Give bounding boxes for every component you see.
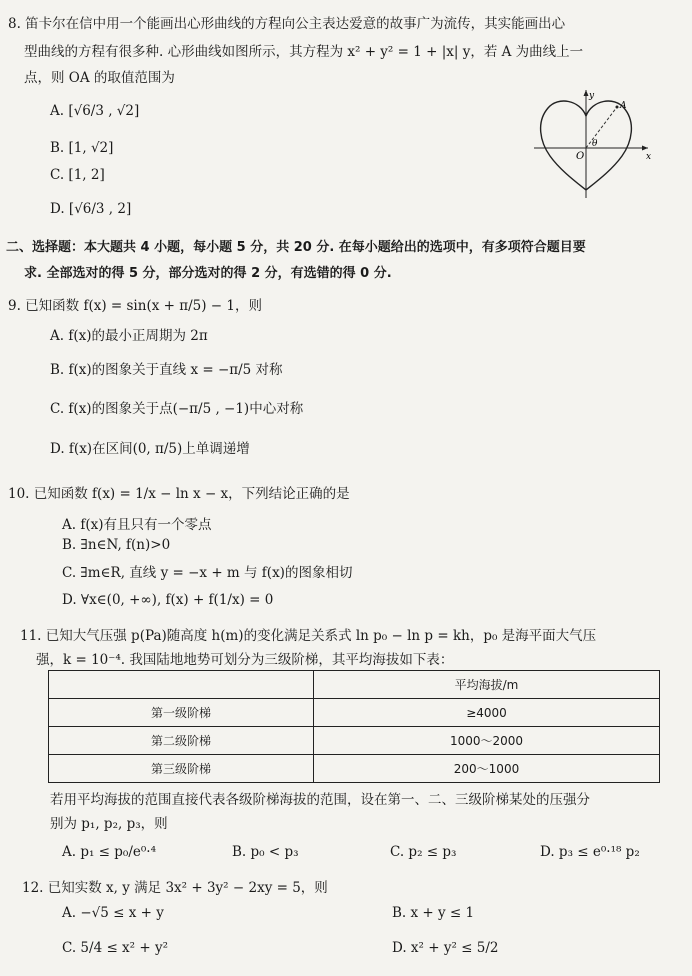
q11-option-b: B. p₀ < p₃ — [232, 844, 299, 860]
table-cell: 第一级阶梯 — [49, 699, 314, 727]
table-header-cell: 平均海拔/m — [314, 671, 660, 699]
q8-line2: 型曲线的方程有很多种. 心形曲线如图所示，其方程为 x² + y² = 1 + |x| y，若 A 为曲线上一 — [24, 44, 584, 60]
section2-line1: 二、选择题：本大题共 4 小题，每小题 5 分，共 20 分. 在每小题给出的选项中，有多项符合题目要 — [6, 240, 586, 255]
q8-line3: 点，则 OA 的取值范围为 — [24, 70, 175, 86]
table-row — [49, 755, 660, 783]
table-header-cell — [49, 671, 314, 699]
q10-option-a: A. f(x)有且只有一个零点 — [62, 517, 212, 533]
table-cell: 1000～2000 — [314, 727, 660, 755]
altitude-table — [48, 670, 660, 783]
q11-option-a: A. p₁ ≤ p₀/e⁰·⁴ — [62, 844, 156, 860]
table-cell: 200～1000 — [314, 755, 660, 783]
angle-label: θ — [592, 139, 598, 149]
q11-option-d: D. p₃ ≤ e⁰·¹⁸ p₂ — [540, 844, 640, 860]
q11-line2: 强，k = 10⁻⁴. 我国陆地地势可划分为三级阶梯，其平均海拔如下表： — [36, 652, 454, 668]
q8-option-d: D. [√6/3 , 2] — [50, 201, 132, 217]
q11-option-c: C. p₂ ≤ p₃ — [390, 844, 457, 860]
section2-line2: 求. 全部选对的得 5 分，部分选对的得 2 分，有选错的得 0 分. — [24, 266, 392, 281]
q11-line3: 若用平均海拔的范围直接代表各级阶梯海拔的范围，设在第一、二、三级阶梯某处的压强分 — [50, 792, 590, 808]
q9-option-d: D. f(x)在区间(0, π/5)上单调递增 — [50, 441, 250, 457]
origin-label: O — [576, 151, 585, 162]
q9-option-a: A. f(x)的最小正周期为 2π — [50, 328, 208, 344]
q9-option-b: B. f(x)的图象关于直线 x = −π/5 对称 — [50, 362, 283, 378]
table-row — [49, 727, 660, 755]
x-axis-label: x — [646, 152, 652, 162]
q10-stem: 10. 已知函数 f(x) = 1/x − ln x − x，下列结论正确的是 — [8, 486, 350, 502]
table-row — [49, 699, 660, 727]
q12-option-d: D. x² + y² ≤ 5/2 — [392, 940, 499, 956]
q10-option-b: B. ∃n∈N, f(n)>0 — [62, 537, 171, 553]
q10-option-c: C. ∃m∈R, 直线 y = −x + m 与 f(x)的图象相切 — [62, 565, 353, 581]
table-header-row — [49, 671, 660, 699]
q12-option-c: C. 5/4 ≤ x² + y² — [62, 940, 169, 956]
q9-option-c: C. f(x)的图象关于点(−π/5 , −1)中心对称 — [50, 401, 304, 417]
table-cell: ≥4000 — [314, 699, 660, 727]
q12-option-a: A. −√5 ≤ x + y — [62, 905, 164, 921]
q8-option-a: A. [√6/3 , √2] — [50, 103, 140, 119]
table-cell: 第二级阶梯 — [49, 727, 314, 755]
table-cell: 第三级阶梯 — [49, 755, 314, 783]
q8-option-b: B. [1, √2] — [50, 140, 114, 156]
q8-option-c: C. [1, 2] — [50, 167, 105, 183]
q11-line1: 11. 已知大气压强 p(Pa)随高度 h(m)的变化满足关系式 ln p₀ − ln p = kh，p₀ 是海平面大气压 — [20, 628, 597, 644]
point-a-label: A — [620, 101, 627, 111]
q12-option-b: B. x + y ≤ 1 — [392, 905, 475, 921]
q9-stem: 9. 已知函数 f(x) = sin(x + π/5) − 1，则 — [8, 298, 262, 314]
y-axis-label: y — [589, 91, 595, 101]
q8-line1: 8. 笛卡尔在信中用一个能画出心形曲线的方程向公主表达爱意的故事广为流传，其实能画出心 — [8, 16, 566, 32]
q12-stem: 12. 已知实数 x, y 满足 3x² + 3y² − 2xy = 5，则 — [22, 880, 328, 896]
heart-curve-figure — [528, 86, 656, 202]
segment-oa — [586, 107, 617, 148]
q11-line4: 别为 p₁, p₂, p₃，则 — [50, 816, 168, 832]
q10-option-d: D. ∀x∈(0, +∞), f(x) + f(1/x) = 0 — [62, 592, 274, 608]
